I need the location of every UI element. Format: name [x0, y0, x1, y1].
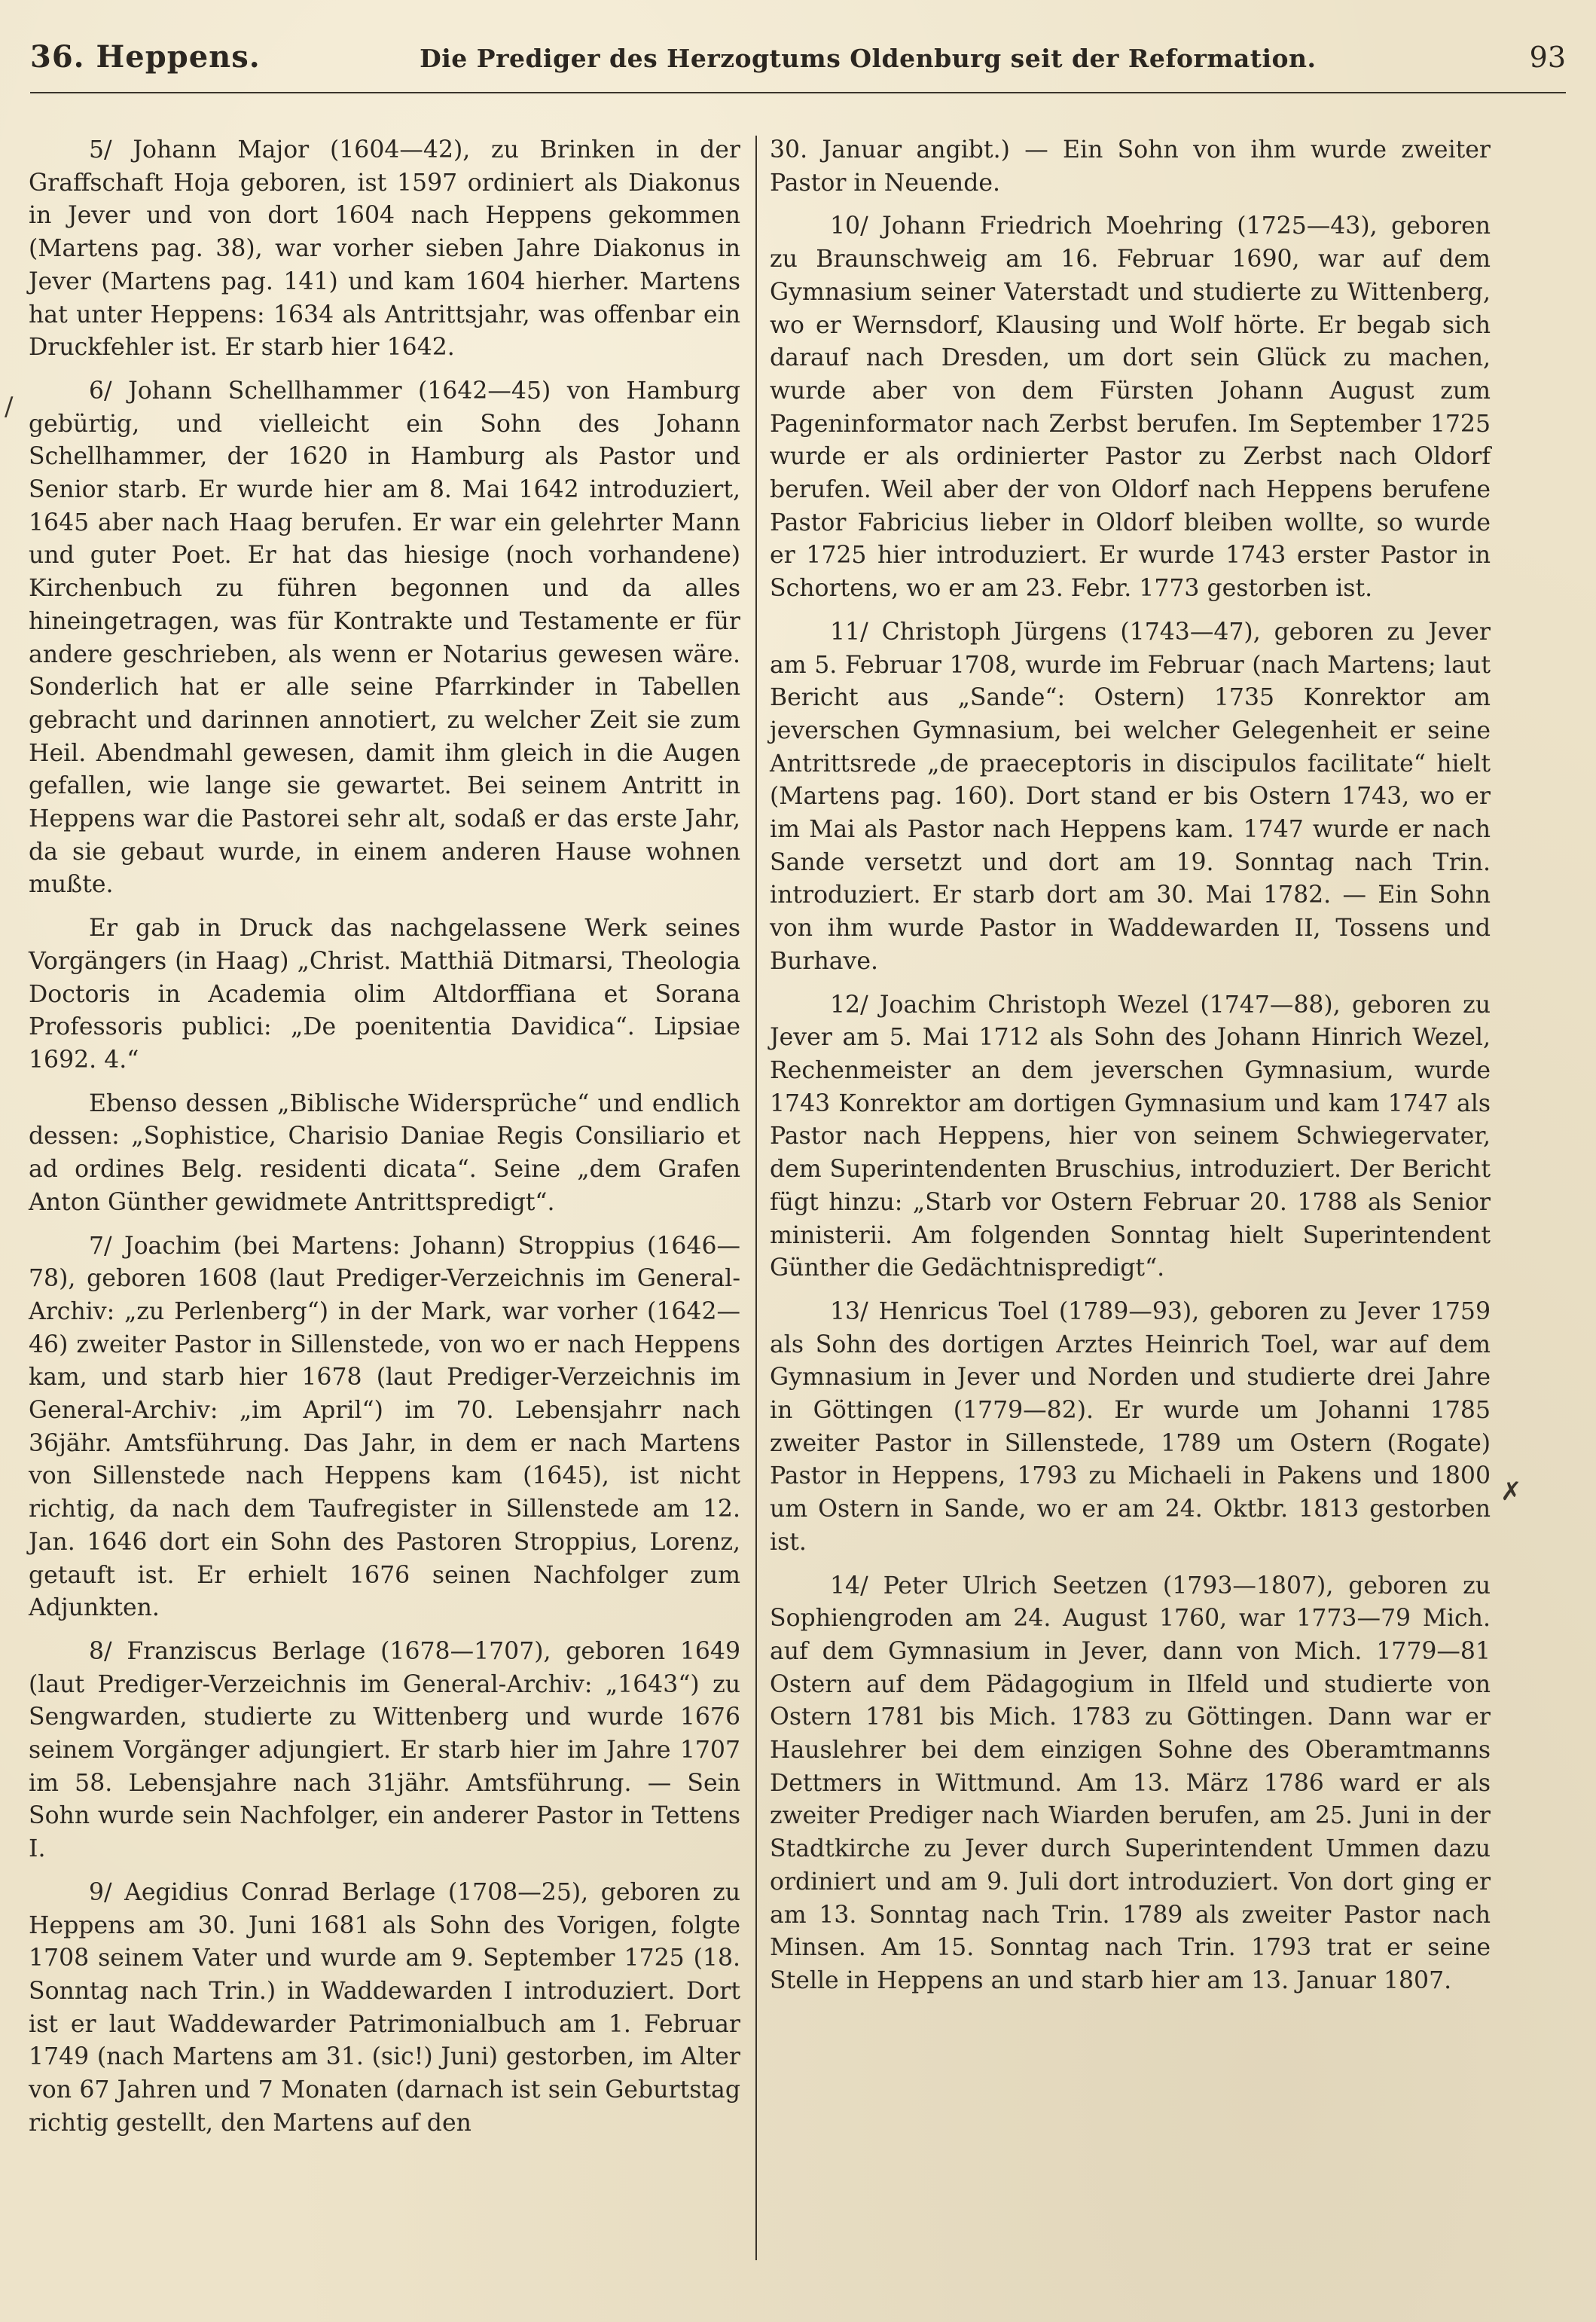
- entry-12-wezel: 12/ Joachim Christoph Wezel (1747—88), geboren zu Jever am 5. Mai 1712 als Sohn des Johann Hinrich Wezel, Rechenmeister an dem jeverschen Gymnasium, wurde 1743 Konrektor am dortigen Gymnasium und kam 1747 als Pastor nach Heppens, hier von seinem Schwiegervater, dem Superintendenten Bruschius, introduziert. Der Bericht fügt hinzu: „Starb vor Ostern Februar 20. 1788 als Senior ministerii. Am folgenden Sonntag hielt Superintendent Günther die Gedächtnispredigt“.: [770, 991, 1491, 1282]
- entry-8-franziscus-berlage: 8/ Franziscus Berlage (1678—1707), geboren 1649 (laut Prediger-Verzeichnis im General-Archiv: „1643“) zu Sengwarden, studierte zu Wittenberg und wurde 1676 seinem Vorgänger adjungiert. Er starb hier im Jahre 1707 im 58. Lebensjahre nach 31jähr. Amtsführung. — Sein Sohn wurde sein Nachfolger, ein anderer Pastor in Tettens I.: [29, 1637, 740, 1863]
- entry-6-schellhammer: 6/ Johann Schellhammer (1642—45) von Hamburg gebürtig, und vielleicht ein Sohn des Johann Schellhammer, der 1620 in Hamburg als Pastor und Senior starb. Er wurde hier am 8. Mai 1642 introduziert, 1645 aber nach Haag berufen. Er war ein gelehrter Mann und guter Poet. Er hat das hiesige (noch vorhandene) Kirchenbuch zu führen begonnen und da alles hineingetragen, was für Kontrakte und Testamente er für andere geschrieben, als wenn er Notarius gewesen wäre. Sonderlich hat er alle seine Pfarrkinder in Tabellen gebracht und darinnen annotiert, zu welcher Zeit sie zum Heil. Abendmahl gewesen, damit ihm gleich in die Augen gefallen, wie lange sie gewartet. Bei seinem Antritt in Heppens war die Pastorei sehr alt, sodaß er das erste Jahr, da sie gebaut wurde, in einem anderen Hause wohnen mußte.: [29, 377, 740, 899]
- margin-cross-mark: ✗: [1500, 1477, 1522, 1507]
- running-title: Die Prediger des Herzogtums Oldenburg seit der Reformation.: [420, 44, 1317, 73]
- entry-9-aegidius-berlage: 9/ Aegidius Conrad Berlage (1708—25), geboren zu Heppens am 30. Juni 1681 als Sohn des Vorigen, folgte 1708 seinem Vater und wurde am 9. September 1725 (18. Sonntag nach Trin.) in Waddewarden I introduziert. Dort ist er laut Waddewarder Patrimonialbuch am 1. Februar 1749 (nach Martens am 31. (sic!) Juni) gestorben, im Alter von 67 Jahren und 7 Monaten (darnach ist sein Geburtstag richtig gestellt, den Martens auf den: [29, 1878, 740, 2137]
- entry-13-toel: 13/ Henricus Toel (1789—93), geboren zu Jever 1759 als Sohn des dortigen Arztes Heinrich Toel, war auf dem Gymnasium in Jever und Norden und studierte drei Jahre in Göttingen (1779—82). Er wurde um Johanni 1785 zweiter Pastor in Sillenstede, 1789 um Ostern (Rogate) Pastor in Heppens, 1793 zu Michaeli in Pakens und 1800 um Ostern in Sande, wo er am 24. Oktbr. 1813 gestorben ist.: [770, 1297, 1491, 1556]
- entry-6-publication: Er gab in Druck das nachgelassene Werk seines Vorgängers (in Haag) „Christ. Matthiä Ditmarsi, Theologia Doctoris in Academia olim Altdorffiana et Sorana Professoris publici: „De poenitentia Davidica“. Lipsiae 1692. 4.“: [29, 915, 740, 1074]
- entry-10-moehring: 10/ Johann Friedrich Moehring (1725—43), geboren zu Braunschweig am 16. Februar 1690, war auf dem Gymnasium seiner Vaterstadt und studierte zu Wittenberg, wo er Wernsdorf, Klausing und Wolf hörte. Er begab sich darauf nach Dresden, um dort sein Glück zu machen, wurde aber von dem Fürsten Johann August zum Pageninformator nach Zerbst berufen. Im September 1725 wurde er als ordinierter Pastor zu Zerbst nach Oldorf berufen. Weil aber der von Oldorf nach Heppens berufene Pastor Fabricius lieber in Oldorf bleiben wollte, so wurde er 1725 hier introduziert. Er wurde 1743 erster Pastor in Schortens, wo er am 23. Febr. 1773 gestorben ist.: [770, 212, 1491, 603]
- left-column: [29, 134, 740, 2150]
- page-number: 93: [1529, 41, 1566, 74]
- margin-pencil-mark: /: [5, 392, 14, 422]
- entry-11-juergens: 11/ Christoph Jürgens (1743—47), geboren zu Jever am 5. Februar 1708, wurde im Februar (nach Martens; laut Bericht aus „Sande“: Ostern) 1735 Konrektor am jeverschen Gymnasium, bei welcher Gelegenheit er seine Antrittsrede „de praeceptoris in discipulos facilitate“ hielt (Martens pag. 160). Dort stand er bis Ostern 1743, wo er im Mai als Pastor nach Heppens kam. 1747 wurde er nach Sande versetzt und dort am 19. Sonntag nach Trin. introduziert. Er starb dort am 30. Mai 1782. — Ein Sohn von ihm wurde Pastor in Waddewarden II, Tossens und Burhave.: [770, 618, 1491, 975]
- page-header: [30, 39, 1566, 84]
- entry-7-stroppius: 7/ Joachim (bei Martens: Johann) Stroppius (1646—78), geboren 1608 (laut Prediger-Verzeichnis im General-Archiv: „zu Perlenberg“) in der Mark, war vorher (1642—46) zweiter Pastor in Sillenstede, von wo er nach Heppens kam, und starb hier 1678 (laut Prediger-Verzeichnis im General-Archiv: „im April“) im 70. Lebensjahrr nach 36jähr. Amtsführung. Das Jahr, in dem er nach Martens von Sillenstede nach Heppens kam (1645), ist nicht richtig, da nach dem Taufregister in Sillenstede am 12. Jan. 1646 dort ein Sohn des Pastoren Stroppius, Lorenz, getauft ist. Er erhielt 1676 seinen Nachfolger zum Adjunkten.: [29, 1232, 740, 1622]
- header-rule: [30, 92, 1566, 93]
- entry-14-seetzen: 14/ Peter Ulrich Seetzen (1793—1807), geboren zu Sophiengroden am 24. August 1760, war 1773—79 Mich. auf dem Gymnasium in Jever, dann von Mich. 1779—81 Ostern auf dem Pädagogium in Ilfeld und studierte von Ostern 1781 bis Mich. 1783 zu Göttingen. Dann war er Hauslehrer bei dem einzigen Sohne des Oberamtmanns Dettmers in Wittmund. Am 13. März 1786 ward er als zweiter Prediger nach Wiarden berufen, am 25. Juni in der Stadtkirche zu Jever durch Superintendent Ummen dazu ordiniert und am 9. Juli dort introduziert. Von dort ging er am 13. Sonntag nach Trin. 1789 als zweiter Pastor nach Minsen. Am 15. Sonntag nach Trin. 1793 trat er seine Stelle in Heppens an und starb hier am 13. Januar 1807.: [770, 1572, 1491, 1994]
- right-column: [770, 134, 1491, 2009]
- column-divider: [755, 136, 757, 2260]
- section-heading: 36. Heppens.: [30, 39, 261, 75]
- entry-9-continuation: 30. Januar angibt.) — Ein Sohn von ihm wurde zweiter Pastor in Neuende.: [770, 136, 1491, 197]
- entry-6-further-works: Ebenso dessen „Biblische Widersprüche“ und endlich dessen: „Sophistice, Charisio Daniae Regis Consiliario et ad ordines Belg. residenti dicata“. Seine „dem Grafen Anton Günther gewidmete Antrittspredigt“.: [29, 1089, 740, 1216]
- entry-5-major: 5/ Johann Major (1604—42), zu Brinken in der Graffschaft Hoja geboren, ist 1597 ordiniert als Diakonus in Jever und von dort 1604 nach Heppens gekommen (Martens pag. 38), war vorher sieben Jahre Diakonus in Jever (Martens pag. 141) und kam 1604 hierher. Martens hat unter Heppens: 1634 als Antrittsjahr, was offenbar ein Druckfehler ist. Er starb hier 1642.: [29, 136, 740, 362]
